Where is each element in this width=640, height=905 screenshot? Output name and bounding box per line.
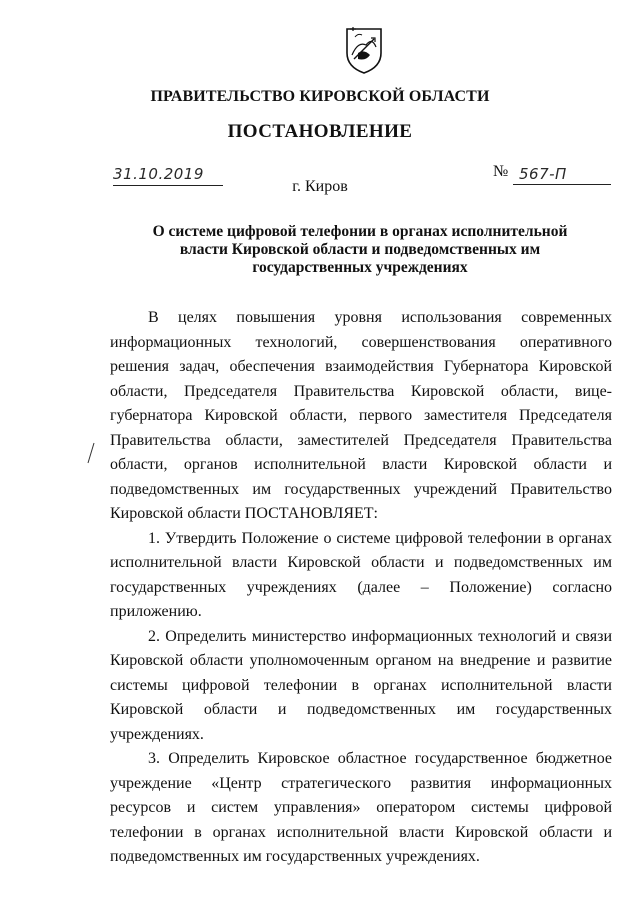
coat-of-arms-icon [344, 25, 384, 75]
clause-2-paragraph: 2. Определить министерство информационных технологий и связи Кировской области уполномоченным органом на внедрение и развитие системы цифровой телефонии в органах исполнительной власти Кировской области и подведомственных им государственных учреждениях. [110, 627, 612, 743]
document-body [110, 306, 612, 870]
clause-1-paragraph: 1. Утвердить Положение о системе цифровой телефонии в органах исполнительной власти Кировской области и подведомственных им государственных учреждениях (далее – Положение) согласно приложению. [110, 529, 612, 620]
document-number: 567-П [513, 165, 611, 185]
preamble-paragraph: В целях повышения уровня использования современных информационных технологий, совершенствования оперативного решения задач, обеспечения взаимодействия Губернатора Кировской области, Председателя Правительства Кировской области, вице-губернатора Кировской области, первого заместителя Председателя Правительства области, заместителей Председателя Правительства области, органов исполнительной власти Кировской области и подведомственных им государственных учреждений Правительство Кировской области ПОСТАНОВЛЯЕТ: [110, 309, 612, 522]
government-name: ПРАВИТЕЛЬСТВО КИРОВСКОЙ ОБЛАСТИ [150, 88, 490, 105]
document-type: ПОСТАНОВЛЕНИЕ [227, 121, 413, 142]
city-name: г. Киров [292, 178, 348, 195]
pen-stroke-mark-icon [86, 442, 96, 464]
clause-3-paragraph: 3. Определить Кировское областное государственное бюджетное учреждение «Центр стратегического развития информационных ресурсов и систем управления» оператором системы цифровой телефонии в органах исполнительной власти Кировской области и подведомственных им государственных учреждениях. [110, 750, 612, 865]
number-sign: № [493, 163, 509, 180]
document-subject: О системе цифровой телефонии в органах исполнительной власти Кировской области и подведомственных им государственных учреждениях [152, 223, 568, 276]
document-date: 31.10.2019 [113, 165, 223, 186]
